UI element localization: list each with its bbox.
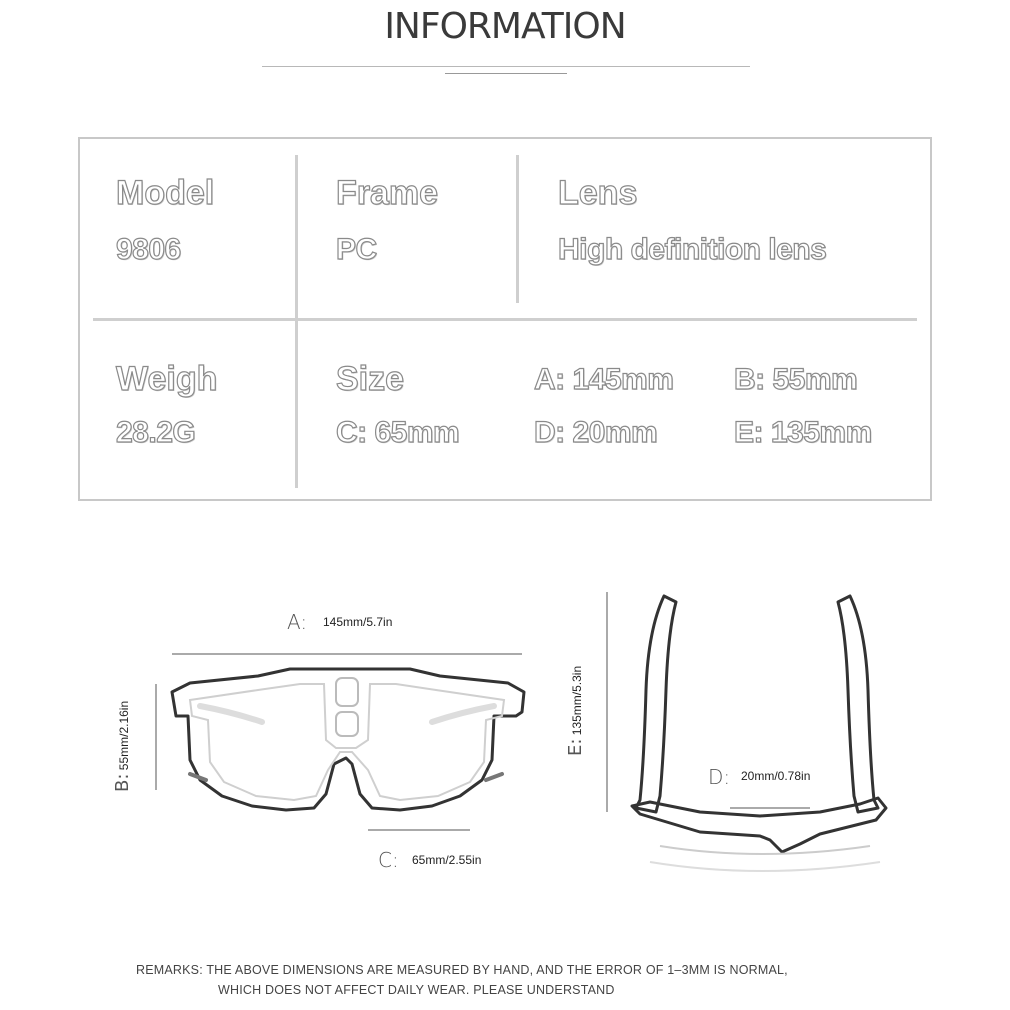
model-value: 9806 [116, 233, 181, 266]
dimension-e-value: 135mm/5.3in [570, 665, 584, 736]
dimension-c-letter: C: [378, 848, 399, 872]
dimension-b-value: 55mm/2.16in [117, 700, 131, 771]
dimension-b-letter: B: [112, 773, 133, 792]
page-title: INFORMATION [384, 6, 626, 47]
model-label: Model [116, 174, 215, 212]
dimension-e [565, 666, 586, 756]
size-d: D: 20mm [534, 416, 658, 449]
frame-label: Frame [336, 174, 439, 212]
lens-value: High definition lens [558, 233, 827, 266]
remarks [136, 960, 788, 1000]
dimension-d-letter: D: [708, 765, 731, 789]
size-a: A: 145mm [534, 363, 674, 396]
right-temple-arm [838, 596, 878, 812]
size-b: B: 55mm [734, 363, 858, 396]
dimension-c-value: 65mm/2.55in [412, 853, 482, 867]
top-lens-shadow [650, 862, 880, 871]
frame-value: PC [336, 233, 377, 266]
top-lens-reflection [660, 846, 870, 854]
top-lens-body [632, 798, 886, 852]
dimension-b [112, 701, 133, 792]
remarks-line-1: REMARKS: THE ABOVE DIMENSIONS ARE MEASURED BY HAND, AND THE ERROR OF 1–3MM IS NORMAL, [136, 963, 788, 977]
dimension-a-value: 145mm/5.7in [323, 615, 393, 629]
size-label: Size [336, 360, 405, 398]
size-c: C: 65mm [336, 416, 460, 449]
remarks-line-2: WHICH DOES NOT AFFECT DAILY WEAR. PLEASE UNDERSTAND [218, 983, 615, 997]
dimension-a-letter: A: [287, 610, 308, 634]
left-temple-arm [636, 596, 676, 812]
size-e: E: 135mm [734, 416, 872, 449]
weigh-label: Weigh [116, 360, 218, 398]
lens-label: Lens [558, 174, 638, 212]
dimension-e-letter: E: [565, 738, 586, 756]
weigh-value: 28.2G [116, 416, 196, 449]
dimension-d-value: 20mm/0.78in [741, 769, 811, 783]
